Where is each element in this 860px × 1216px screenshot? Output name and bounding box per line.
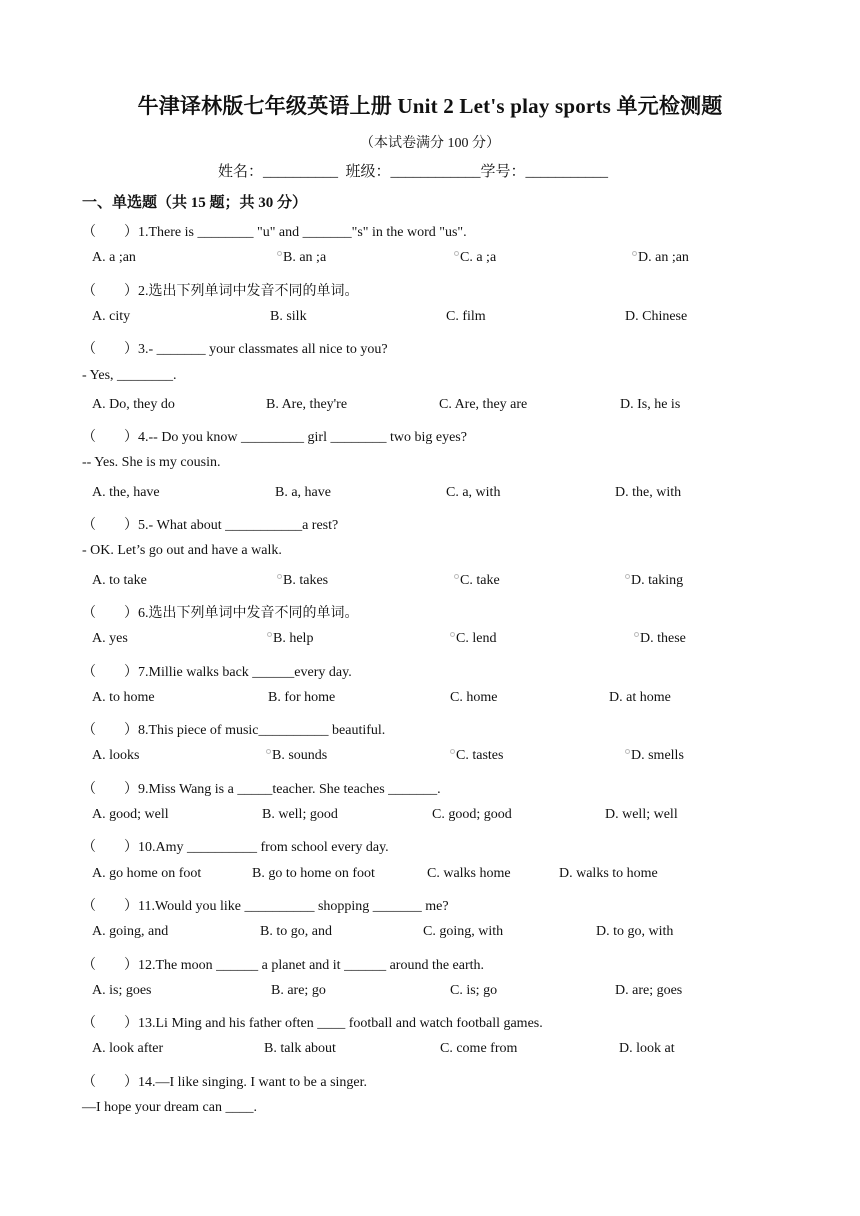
- option-marker-icon: [625, 749, 630, 754]
- option-label: C. Are, they are: [439, 396, 528, 412]
- option-label: A. is; goes: [92, 982, 152, 998]
- option-marker-icon: [450, 749, 455, 754]
- option-marker-icon: [267, 632, 272, 637]
- option-a[interactable]: [92, 573, 147, 589]
- student-info-line: 姓名：__________ 班级：____________学号：___________: [218, 164, 609, 180]
- option-c[interactable]: [446, 485, 500, 501]
- option-label: B. help: [273, 631, 314, 647]
- question-dialogue-line: - OK. Let’s go out and have a walk.: [82, 543, 282, 559]
- option-label: B. go to home on foot: [252, 865, 375, 881]
- option-label: B. for home: [268, 689, 336, 705]
- option-c[interactable]: [432, 807, 512, 823]
- option-d[interactable]: [615, 485, 681, 501]
- option-label: D. to go, with: [596, 924, 674, 940]
- option-label: B. to go, and: [260, 924, 332, 940]
- question-stem: （ ）11.Would you like __________ shopping _______ me?: [82, 898, 449, 914]
- option-c[interactable]: [427, 866, 511, 882]
- option-a[interactable]: [92, 748, 139, 764]
- option-label: C. going, with: [423, 924, 504, 940]
- option-d[interactable]: [605, 807, 678, 823]
- option-marker-icon: [277, 251, 282, 256]
- option-label: D. an ;an: [638, 250, 689, 266]
- option-b[interactable]: [277, 573, 328, 589]
- option-b[interactable]: [252, 866, 375, 882]
- option-a[interactable]: [92, 631, 128, 647]
- option-d[interactable]: [625, 748, 684, 764]
- option-label: A. look after: [92, 1041, 164, 1057]
- option-b[interactable]: [264, 1041, 336, 1057]
- option-label: A. go home on foot: [92, 865, 202, 881]
- option-label: A. looks: [92, 748, 140, 764]
- option-label: C. good; good: [432, 807, 512, 822]
- option-a[interactable]: [92, 690, 155, 706]
- option-label: D. smells: [631, 748, 684, 764]
- option-label: C. a ;a: [460, 250, 497, 266]
- option-marker-icon: [277, 574, 282, 579]
- option-d[interactable]: [625, 573, 683, 589]
- option-a[interactable]: [92, 485, 160, 501]
- option-label: B. a, have: [275, 484, 331, 500]
- option-marker-icon: [450, 632, 455, 637]
- option-d[interactable]: [609, 690, 671, 706]
- option-d[interactable]: [619, 1041, 675, 1057]
- option-label: B. are; go: [271, 982, 326, 998]
- option-label: C. tastes: [456, 748, 504, 764]
- option-label: D. these: [640, 631, 686, 647]
- option-label: A. to take: [92, 572, 147, 588]
- question-stem: （ ）5.- What about ___________a rest?: [82, 518, 339, 533]
- option-marker-icon: [454, 574, 459, 579]
- option-label: D. taking: [631, 572, 684, 588]
- option-marker-icon: [454, 251, 459, 256]
- question-stem: （ ）9.Miss Wang is a _____teacher. She teaches _______.: [82, 781, 441, 797]
- option-label: D. Chinese: [625, 308, 688, 324]
- question-dialogue-line: - Yes, ________.: [82, 367, 177, 383]
- option-label: C. home: [450, 689, 498, 705]
- option-d[interactable]: [620, 397, 680, 413]
- option-label: A. city: [92, 308, 131, 324]
- section-heading: 一、单选题（共 15 题；共 30 分）: [82, 195, 308, 211]
- option-label: B. an ;a: [283, 250, 327, 266]
- option-marker-icon: [266, 749, 271, 754]
- option-b[interactable]: [275, 485, 331, 501]
- option-label: C. film: [446, 308, 486, 324]
- option-label: D. the, with: [615, 484, 682, 500]
- option-c[interactable]: [450, 748, 503, 764]
- option-a[interactable]: [92, 250, 136, 266]
- option-label: B. well; good: [262, 807, 338, 822]
- question-stem: （ ）1.There is ________ "u" and _______"s" in the word "us".: [82, 225, 467, 240]
- question-stem: （ ）3.- _______ your classmates all nice to you?: [82, 342, 388, 358]
- option-label: A. good; well: [92, 807, 169, 822]
- option-label: C. lend: [456, 631, 497, 647]
- option-label: B. silk: [270, 308, 307, 324]
- question-dialogue-line: -- Yes. She is my cousin.: [82, 455, 221, 471]
- option-d[interactable]: [596, 924, 673, 940]
- option-c[interactable]: [450, 983, 497, 999]
- option-b[interactable]: [260, 924, 332, 940]
- option-c[interactable]: [454, 573, 500, 589]
- question-stem: （ ）8.This piece of music__________ beautiful.: [82, 723, 386, 739]
- option-marker-icon: [634, 632, 639, 637]
- option-c[interactable]: [450, 631, 496, 647]
- option-a[interactable]: [92, 924, 168, 940]
- question-stem: （ ）7.Millie walks back ______every day.: [82, 664, 352, 680]
- option-d[interactable]: [634, 631, 686, 647]
- option-b[interactable]: [262, 807, 338, 823]
- option-marker-icon: [632, 251, 637, 256]
- option-label: B. Are, they're: [266, 396, 348, 412]
- option-a[interactable]: [92, 397, 175, 413]
- option-b[interactable]: [271, 983, 326, 999]
- option-b[interactable]: [277, 250, 326, 266]
- option-label: A. the, have: [92, 484, 160, 500]
- option-label: D. at home: [609, 689, 671, 705]
- option-a[interactable]: [92, 1041, 163, 1057]
- option-label: A. going, and: [92, 924, 169, 940]
- option-label: D. look at: [619, 1041, 675, 1057]
- option-c[interactable]: [450, 690, 497, 706]
- question-stem: （ ）10.Amy __________ from school every day.: [82, 840, 389, 856]
- option-c[interactable]: [440, 1041, 517, 1057]
- score-note: （本试卷满分 100 分）: [360, 136, 500, 151]
- option-a[interactable]: [92, 309, 130, 325]
- option-b[interactable]: [270, 309, 307, 325]
- option-label: D. well; well: [605, 807, 678, 822]
- option-label: B. sounds: [272, 748, 328, 764]
- option-c[interactable]: [423, 924, 503, 940]
- option-label: B. takes: [283, 572, 329, 588]
- option-b[interactable]: [267, 631, 313, 647]
- option-label: C. a, with: [446, 484, 501, 500]
- question-stem: （ ）2.选出下列单词中发音不同的单词。: [82, 283, 359, 299]
- option-b[interactable]: [266, 397, 347, 413]
- question-stem: （ ）13.Li Ming and his father often ____ football and watch football games.: [82, 1016, 543, 1032]
- option-b[interactable]: [266, 748, 327, 764]
- option-label: A. a ;an: [92, 250, 136, 266]
- question-stem: （ ）12.The moon ______ a planet and it ______ around the earth.: [82, 957, 485, 973]
- option-a[interactable]: [92, 807, 169, 823]
- option-d[interactable]: [632, 250, 689, 266]
- option-marker-icon: [625, 574, 630, 579]
- question-stem: （ ）6.选出下列单词中发音不同的单词。: [82, 605, 359, 621]
- option-label: A. to home: [92, 689, 155, 705]
- option-a[interactable]: [92, 983, 152, 999]
- option-c[interactable]: [439, 397, 527, 413]
- option-label: C. walks home: [427, 865, 511, 881]
- option-d[interactable]: [559, 866, 658, 882]
- option-label: C. come from: [440, 1041, 518, 1057]
- question-stem: （ ）14.—I like singing. I want to be a singer.: [82, 1074, 368, 1090]
- option-label: D. are; goes: [615, 982, 683, 998]
- option-d[interactable]: [625, 309, 687, 325]
- option-label: C. is; go: [450, 982, 498, 998]
- option-c[interactable]: [446, 309, 486, 325]
- option-label: D. walks to home: [559, 865, 658, 881]
- option-label: D. Is, he is: [620, 396, 681, 412]
- question-dialogue-line: —I hope your dream can ____.: [82, 1100, 257, 1115]
- option-c[interactable]: [454, 250, 496, 266]
- option-d[interactable]: [615, 983, 682, 999]
- option-label: A. Do, they do: [92, 396, 175, 412]
- question-stem: （ ）4.-- Do you know _________ girl ________ two big eyes?: [82, 430, 467, 446]
- option-label: C. take: [460, 572, 500, 588]
- option-b[interactable]: [268, 690, 335, 706]
- page-title: 牛津译林版七年级英语上册 Unit 2 Let's play sports 单元检测题: [137, 94, 723, 118]
- option-label: B. talk about: [264, 1041, 336, 1057]
- option-a[interactable]: [92, 866, 201, 882]
- option-label: A. yes: [92, 631, 128, 647]
